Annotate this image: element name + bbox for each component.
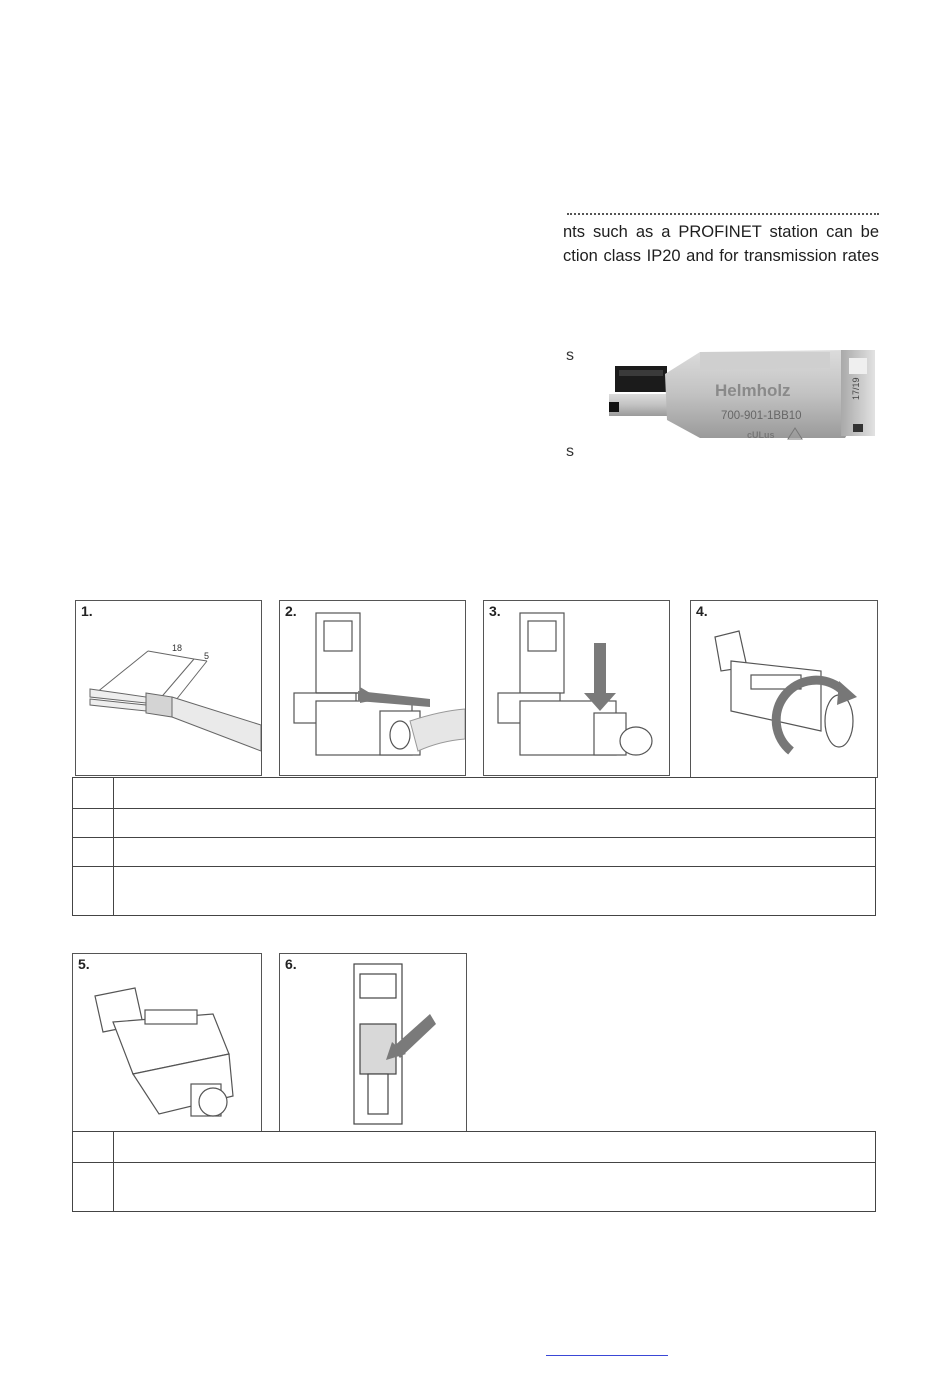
table-row [73, 867, 876, 916]
step-cell-text [114, 838, 876, 867]
dimension-18: 18 [172, 643, 183, 653]
cross-section-illustration [280, 954, 466, 1131]
table-row [73, 838, 876, 867]
steps-table-1 [72, 777, 876, 916]
cropped-text-edge [567, 213, 879, 219]
table-row [73, 809, 876, 838]
step-cell-text [114, 809, 876, 838]
rotate-lock-illustration [691, 601, 877, 777]
open-connector-insert-illustration [280, 601, 465, 775]
step-number: 5. [78, 956, 90, 972]
step-cell-number [73, 1132, 114, 1163]
intro-fragment-top: s [566, 347, 574, 364]
step-number: 2. [285, 603, 297, 619]
cert-mark: cULus [747, 430, 775, 440]
step-panel-3 [483, 600, 670, 776]
table-row [73, 1163, 876, 1212]
step-panel-6 [279, 953, 467, 1132]
assembled-connector-illustration [73, 954, 261, 1131]
step-panel-1 [75, 600, 262, 776]
step-cell-number [73, 867, 114, 916]
part-number-label: 700-901-1BB10 [721, 410, 802, 422]
step-number: 4. [696, 603, 708, 619]
steps-table-2 [72, 1131, 876, 1212]
step-panel-5 [72, 953, 262, 1132]
intro-fragment-bottom: s [566, 443, 574, 460]
step-cell-text [114, 1163, 876, 1212]
intro-text-line-2: ction class IP20 and for transmission rates [563, 247, 879, 265]
step-panel-2 [279, 600, 466, 776]
brand-logo: Helmholz [715, 381, 791, 400]
table-row [73, 778, 876, 809]
step-cell-number [73, 838, 114, 867]
intro-text-line-1: nts such as a PROFINET station can be [563, 223, 879, 241]
step-number: 3. [489, 603, 501, 619]
step-cell-number [73, 778, 114, 809]
step-panel-4 [690, 600, 878, 778]
close-connector-illustration [484, 601, 669, 775]
footer-link[interactable] [546, 1354, 668, 1356]
step-cell-text [114, 778, 876, 809]
table-row [73, 1132, 876, 1163]
cable-strip-illustration [76, 601, 261, 775]
side-date-label: 17/19 [851, 377, 861, 400]
step-cell-number [73, 809, 114, 838]
step-cell-text [114, 867, 876, 916]
step-number: 6. [285, 956, 297, 972]
step-cell-text [114, 1132, 876, 1163]
step-number: 1. [81, 603, 93, 619]
step-cell-number [73, 1163, 114, 1212]
dimension-5: 5 [204, 651, 210, 661]
connector-product-photo [605, 344, 881, 444]
